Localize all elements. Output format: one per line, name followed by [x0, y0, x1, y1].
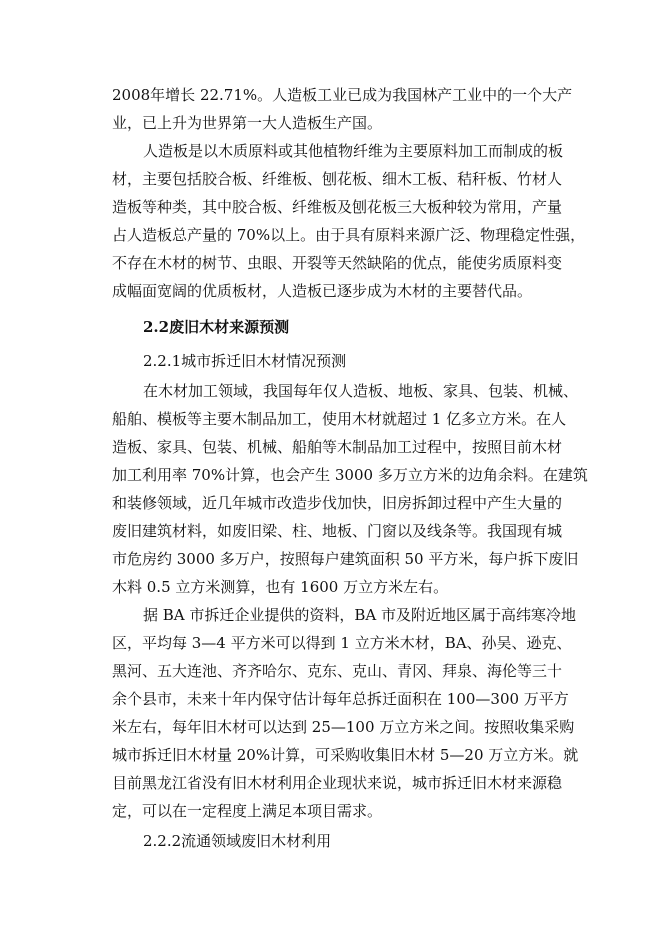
subsection-heading-1: 2.2.1城市拆迁旧木材情况预测	[143, 352, 347, 370]
paragraph-line-18: 区，平均每 3—4 平方米可以得到 1 立方米木材，BA、孙吴、逊克、	[112, 634, 572, 652]
section-heading: 2.2废旧木材来源预测	[143, 318, 290, 336]
paragraph-line-3: 人造板是以木质原料或其他植物纤维为主要原料加工而制成的板	[143, 142, 564, 160]
paragraph-line-1: 2008年增长 22.71%。人造板工业已成为我国林产工业中的一个大产	[112, 86, 573, 104]
paragraph-line-13: 和装修领域，近几年城市改造步伐加快，旧房拆卸过程中产生大量的	[112, 494, 563, 512]
paragraph-line-8: 成幅面宽阔的优质板材，人造板已逐步成为木材的主要替代品。	[112, 282, 533, 300]
paragraph-line-23: 目前黑龙江省没有旧木材利用企业现状来说，城市拆迁旧木材来源稳	[112, 774, 563, 792]
paragraph-line-4: 材，主要包括胶合板、纤维板、刨花板、细木工板、秸秆板、竹材人	[112, 170, 563, 188]
paragraph-line-12: 加工利用率 70%计算，也会产生 3000 多万立方米的边角余料。在建筑	[112, 466, 588, 484]
paragraph-line-17: 据 BA 市拆迁企业提供的资料，BA 市及附近地区属于高纬寒冷地	[143, 606, 577, 624]
paragraph-line-22: 城市拆迁旧木材量 20%计算，可采购收集旧木材 5—20 万立方米。就	[112, 746, 579, 764]
paragraph-line-20: 余个县市，未来十年内保守估计每年总拆迁面积在 100—300 万平方	[112, 690, 569, 708]
paragraph-line-7: 不存在木材的树节、虫眼、开裂等天然缺陷的优点，能使劣质原料变	[112, 254, 563, 272]
paragraph-line-19: 黑河、五大连池、齐齐哈尔、克东、克山、青冈、拜泉、海伦等三十	[112, 662, 563, 680]
paragraph-line-21: 米左右，每年旧木材可以达到 25—100 万立方米之间。按照收集采购	[112, 718, 575, 736]
paragraph-line-10: 船舶、模板等主要木制品加工，使用木材就超过 1 亿多立方米。在人	[112, 410, 567, 428]
paragraph-line-24: 定，可以在一定程度上满足本项目需求。	[112, 802, 383, 820]
paragraph-line-6: 占人造板总产量的 70%以上。由于具有原料来源广泛、物理稳定性强，	[112, 226, 586, 244]
paragraph-line-11: 造板、家具、包装、机械、船舶等木制品加工过程中，按照目前木材	[112, 438, 563, 456]
paragraph-line-5: 造板等种类，其中胶合板、纤维板及刨花板三大板种较为常用，产量	[112, 198, 563, 216]
subsection-heading-2: 2.2.2流通领域废旧木材利用	[143, 832, 332, 850]
paragraph-line-14: 废旧建筑材料，如废旧梁、柱、地板、门窗以及线条等。我国现有城	[112, 522, 563, 540]
paragraph-line-9: 在木材加工领域，我国每年仅人造板、地板、家具、包装、机械、	[143, 382, 579, 400]
paragraph-line-15: 市危房约 3000 多万户，按照每户建筑面积 50 平方米，每户拆下废旧	[112, 550, 579, 568]
paragraph-line-2: 业，已上升为世界第一大人造板生产国。	[112, 114, 383, 132]
paragraph-line-16: 木料 0.5 立方米测算，也有 1600 万立方米左右。	[112, 578, 449, 596]
